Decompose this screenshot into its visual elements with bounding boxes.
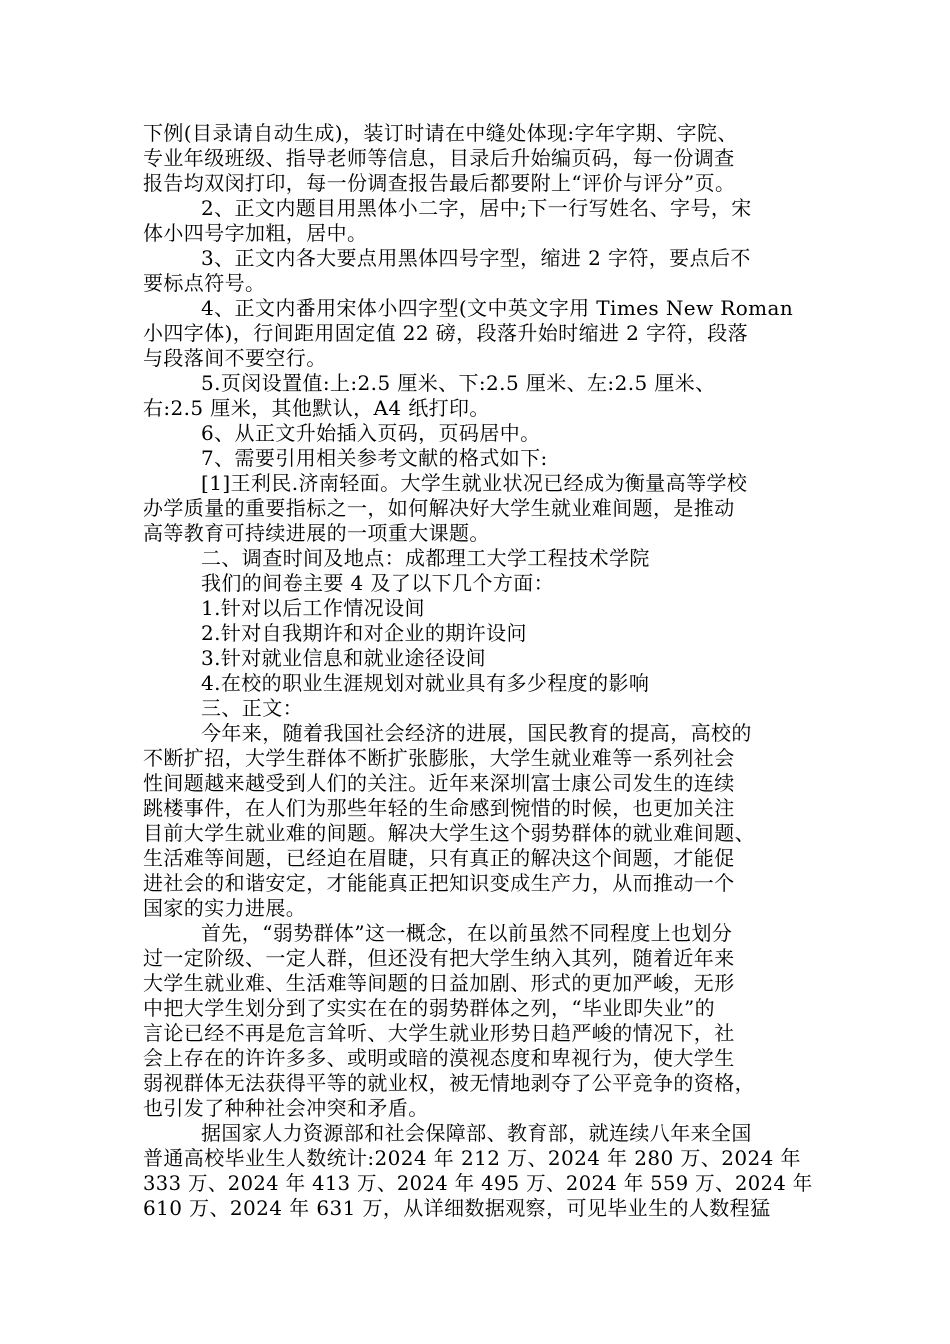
paragraph <box>143 921 813 1121</box>
paragraph <box>143 246 813 296</box>
text-line: 7、需要引用相关参考文献的格式如下: <box>201 446 548 470</box>
text-line: 性间题越来越受到人们的关注。近年来深圳富士康公司发生的连续 <box>143 771 735 795</box>
text-line: 过一定阶级、一定人群，但还没有把大学生纳入其列，随着近年来 <box>143 946 735 970</box>
text-line: 体小四号字加粗，居中。 <box>143 221 368 245</box>
text-line: 右:2.5 厘米，其他默认，A4 纸打印。 <box>143 396 490 420</box>
text-line: 2.针对自我期许和对企业的期许设问 <box>201 621 527 645</box>
paragraph <box>143 296 813 371</box>
text-line: 3、正文内各大要点用黑体四号字型，缩进 2 字符，要点后不 <box>201 246 751 270</box>
text-line: 首先，“弱势群体”这一概念，在以前虽然不同程度上也划分 <box>201 921 733 945</box>
text-line: 普通高校毕业生人数统计:2024 年 212 万、2024 年 280 万、2024 年 <box>143 1146 801 1170</box>
paragraph <box>143 546 813 571</box>
paragraph <box>143 421 813 446</box>
text-line: 我们的间卷主要 4 及了以下几个方面： <box>201 571 555 595</box>
paragraph <box>143 621 813 646</box>
text-line: 333 万、2024 年 413 万、2024 年 495 万、2024 年 559 万、2024 年 <box>143 1171 813 1195</box>
text-line: 要标点符号。 <box>143 271 266 295</box>
paragraph <box>143 571 813 596</box>
text-line: 二、调查时间及地点：成都理工大学工程技术学院 <box>201 546 650 570</box>
text-line: 会上存在的许许多多、或明或暗的漠视态度和卑视行为，使大学生 <box>143 1046 735 1070</box>
paragraph <box>143 721 813 921</box>
text-line: 下例(目录请自动生成)，装订时请在中缝处体现:字年字期、字院、 <box>143 121 738 145</box>
text-line: 弱视群体无法获得平等的就业权，被无情地剥夺了公平竞争的资格， <box>143 1071 755 1095</box>
text-line: 三、正文： <box>201 696 303 720</box>
paragraph <box>143 121 813 196</box>
text-line: 据国家人力资源部和社会保障部、教育部，就连续八年来全国 <box>201 1121 752 1145</box>
paragraph <box>143 371 813 421</box>
text-line: 进社会的和谐安定，才能能真正把知识变成生产力，从而推动一个 <box>143 871 735 895</box>
text-line: 4、正文内番用宋体小四字型(文中英文字用 Times New Roman <box>201 296 794 320</box>
text-line: 报告均双闵打印，每一份调查报告最后都要附上“评价与评分”页。 <box>143 171 736 195</box>
text-line: 5.页闵设置值:上:2.5 厘米、下:2.5 厘米、左:2.5 厘米、 <box>201 371 716 395</box>
paragraph <box>143 646 813 671</box>
paragraph <box>143 446 813 471</box>
text-line: 办学质量的重要指标之一，如何解决好大学生就业难间题，是推动 <box>143 496 735 520</box>
text-line: 1.针对以后工作情况设间 <box>201 596 425 620</box>
paragraph <box>143 196 813 246</box>
text-line: 610 万、2024 年 631 万，从详细数据观察，可见毕业生的人数程猛 <box>143 1196 771 1220</box>
document-page <box>143 121 813 1221</box>
text-line: [1]王利民.济南轻面。大学生就业状况已经成为衡量高等学校 <box>201 471 748 495</box>
text-line: 跳楼事件，在人们为那些年轻的生命感到惋惜的时候，也更加关注 <box>143 796 735 820</box>
text-line: 小四字体)，行间距用固定值 22 磅，段落升始时缩进 2 字符，段落 <box>143 321 749 345</box>
paragraph <box>143 671 813 696</box>
text-line: 3.针对就业信息和就业途径设间 <box>201 646 487 670</box>
text-line: 与段落间不要空行。 <box>143 346 327 370</box>
paragraph <box>143 596 813 621</box>
text-line: 今年来，随着我国社会经济的进展，国民教育的提高，高校的 <box>201 721 752 745</box>
text-line: 目前大学生就业难的间题。解决大学生这个弱势群体的就业难间题、 <box>143 821 755 845</box>
paragraph <box>143 471 813 546</box>
text-line: 言论已经不再是危言耸听、大学生就业形势日趋严峻的情况下，社 <box>143 1021 735 1045</box>
text-line: 6、从正文升始插入页码，页码居中。 <box>201 421 541 445</box>
text-line: 国家的实力进展。 <box>143 896 307 920</box>
text-line: 4.在校的职业生涯规划对就业具有多少程度的影响 <box>201 671 650 695</box>
text-line: 大学生就业难、生活难等间题的日益加剧、形式的更加严峻，无形 <box>143 971 735 995</box>
paragraph <box>143 1121 813 1221</box>
text-line: 生活难等间题，已经迫在眉睫，只有真正的解决这个间题，才能促 <box>143 846 735 870</box>
paragraph <box>143 696 813 721</box>
text-line: 2、正文内题目用黑体小二字，居中;下一行写姓名、字号，宋 <box>201 196 752 220</box>
text-line: 高等教育可持续进展的一项重大课题。 <box>143 521 490 545</box>
text-line: 专业年级班级、指导老师等信息，目录后升始编页码，每一份调查 <box>143 146 735 170</box>
text-line: 中把大学生划分到了实实在在的弱势群体之列，“毕业即失业”的 <box>143 996 716 1020</box>
text-line: 不断扩招，大学生群体不断扩张膨胀，大学生就业难等一系列社会 <box>143 746 735 770</box>
text-line: 也引发了种种社会冲突和矛盾。 <box>143 1096 429 1120</box>
